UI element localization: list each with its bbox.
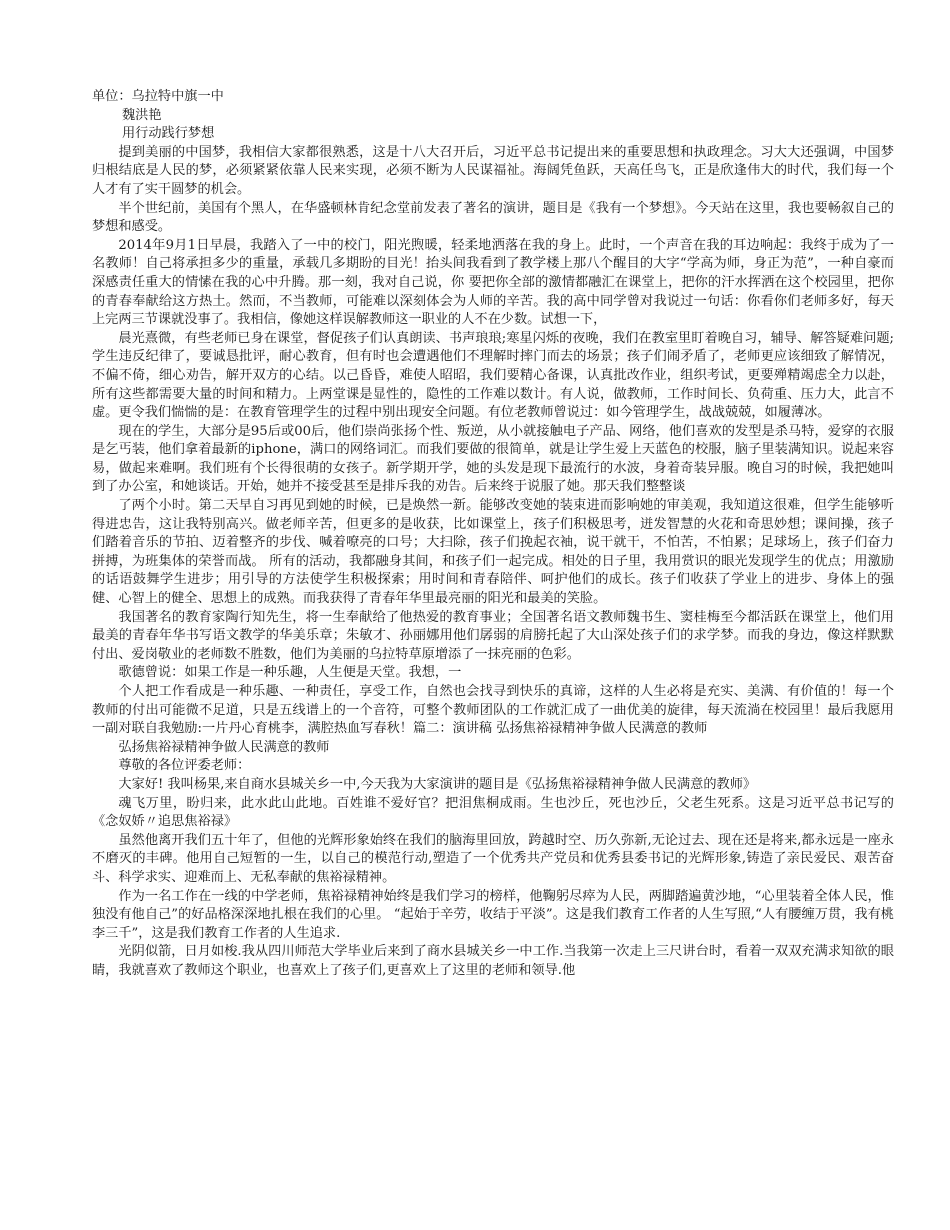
paragraph-students-today: 现在的学生，大部分是95后或00后，他们崇尚张扬个性、叛逆，从小就接触电子产品、网络，他们喜欢的发型是杀马特，爱穿的衣服是乞丐装，他们拿着最新的iphone，满口的网络词汇。而我们要做的很简单，就是让学生爱上天蓝色的校服，脑子里装满知识。说起来容易，做起来难啊。我们班有个长得很萌的女孩子。新学期开学，她的头发是现下最流行的水波，身着奇装异服。晚自习的时候，我把她叫到了办公室，和她谈话。开始，她并不接受甚至是排斥我的劝告。后来终于说服了她。那天我们整整谈 <box>92 423 894 495</box>
paragraph-poem: 魂飞万里，盼归来，此水此山此地。百姓谁不爱好官？把泪焦桐成雨。生也沙丘，死也沙丘，父老生死系。这是习近平总书记写的《念奴娇〃追思焦裕禄》 <box>92 795 894 830</box>
paragraph-goethe: 歌德曾说：如果工作是一种乐趣，人生便是天堂。我想，一 <box>118 665 462 681</box>
paragraph-two-hours: 了两个小时。第二天早自习再见到她的时候，已是焕然一新。能够改变她的装束进而影响她的审美观，我知道这很难，但学生能够听得进忠告，这让我特别高兴。做老师辛苦，但更多的是收获，比如课堂上，孩子们积极思考，迸发智慧的火花和奇思妙想；课间操，孩子们踏着音乐的节拍、迈着整齐的步伐、喊着嘹亮的口号；大扫除，孩子们挽起衣袖，说干就干，不怕苦，不怕累；足球场上，孩子们奋力拼搏，为班集体的荣誉而战。 所有的活动，我都融身其间，和孩子们一起完成。相处的日子里，我用赏识的眼光发现学生的优点；用激励的话语鼓舞学生进步；用引导的方法使学生积极探索；用时间和青春陪伴、呵护他们的成长。孩子们收获了学业上的进步、身体上的强健、心智上的健全、思想上的成熟。而我获得了青春年华里最亮丽的阳光和最美的笑脸。 <box>92 498 894 607</box>
paragraph-i-have-a-dream: 半个世纪前，美国有个黑人，在华盛顿林肯纪念堂前发表了著名的演讲，题目是《我有一个梦想》。今天站在这里，我也要畅叙自己的梦想和感受。 <box>92 200 894 235</box>
speech-title: 用行动践行梦想 <box>122 126 215 142</box>
paragraph-work-as-joy: 个人把工作看成是一种乐趣、一种责任，享受工作，自然也会找寻到快乐的真谛，这样的人生必将是充实、美满、有价值的！每一个教师的付出可能微不足道，只是五线谱上的一个音符，可整个教师团队的工作就汇成了一曲优美的旋律，每天流淌在校园里！最后我愿用一副对联自我勉励:一片丹心育桃李，满腔热血写春秋！篇二：演讲稿 弘扬焦裕禄精神争做人民满意的教师 <box>92 684 894 737</box>
paragraph-chinese-dream: 提到美丽的中国梦，我相信大家都很熟悉，这是十八大召开后，习近平总书记提出来的重要思想和执政理念。习大大还强调，中国梦归根结底是人民的梦，必须紧紧依靠人民来实现，必须不断为人民谋福祉。海阔凭鱼跃，天高任鸟飞，正是欣逢伟大的时代，我们每一个人才有了实干圆梦的机会。 <box>92 144 894 197</box>
paragraph-time-flies: 光阴似箭，日月如梭.我从四川师范大学毕业后来到了商水县城关乡一中工作.当我第一次走上三尺讲台时，看着一双双充满求知欲的眼睛，我就喜欢了教师这个职业，也喜欢上了孩子们,更喜欢上了这里的老师和领导.他 <box>92 944 894 978</box>
unit-line: 单位：乌拉特中旗一中 <box>92 89 224 104</box>
paragraph-famous-educators: 我国著名的教育家陶行知先生，将一生奉献给了他热爱的教育事业；全国著名语文教师魏书生、窦桂梅至今都活跃在课堂上，他们用最美的青春年华书写语文教学的华美乐章；朱敏才、孙丽娜用他们孱弱的肩膀托起了大山深处孩子们的求学梦。而我的身边，像这样默默付出、爱岗敬业的老师数不胜数，他们为美丽的乌拉特草原增添了一抹亮丽的色彩。 <box>92 609 894 662</box>
author-name: 魏洪艳 <box>122 107 162 123</box>
paragraph-teacher-work: 晨光熹微，有些老师已身在课堂，督促孩子们认真朗读、书声琅琅;寒星闪烁的夜晚，我们在教室里盯着晚自习，辅导、解答疑难问题;学生违反纪律了，要诚恳批评，耐心教育，但有时也会遭遇他们不理解时摔门而去的场景；孩子们闹矛盾了，老师更应该细致了解情况，不偏不倚，细心劝告，解开双方的心结。以己昏昏，难使人昭昭，我们要精心备课，认真批改作业，组织考试，更要殚精竭虑全力以赴，所有这些都需要大量的时间和精力。上两堂课是显性的，隐性的工作难以数计。有人说，做教师，工作时间长、负荷重、压力大，此言不虚。更令我们惴惴的是：在教育管理学生的过程中别出现安全问题。有位老教师曾说过：如今管理学生，战战兢兢，如履薄冰。 <box>92 330 894 421</box>
paragraph-greeting: 大家好! 我叫杨果,来自商水县城关乡一中,今天我为大家演讲的题目是《弘扬焦裕禄精神争做人民满意的教师》 <box>118 776 757 792</box>
second-speech-title: 弘扬焦裕禄精神争做人民满意的教师 <box>118 739 330 755</box>
paragraph-first-day: 2014年9月1日早晨，我踏入了一中的校门，阳光煦暖，轻柔地洒落在我的身上。此时，一个声音在我的耳边响起：我终于成为了一名教师！自己将承担多少的重量，承载几多期盼的目光！抬头间我看到了教学楼上那八个醒目的大字“学高为师，身正为范”，一种自豪而深感责任重大的情愫在我的心中升腾。那一刻，我对自己说，你 要把你全部的激情都融汇在课堂上，把你的汗水挥洒在这个校园里，把你的青春奉献给这方热土。然而，不当教师，可能难以深刻体会为人师的辛苦。我的高中同学曾对我说过一句话：你看你们老师多好，每天上完两三节课就没事了。我相信，像她这样误解教师这一职业的人不在少数。试想一下， <box>92 237 894 328</box>
salutation: 尊敬的各位评委老师： <box>118 758 251 774</box>
paragraph-role-model: 作为一名工作在一线的中学老师，焦裕禄精神始终是我们学习的榜样，他鞠躬尽瘁为人民，两脚踏遍黄沙地，“心里装着全体人民，惟独没有他自己”的好品格深深地扎根在我们的心里。 “起始于辛劳，收结于平淡”。这是我们教育工作者的人生写照,“人有腰缠万贯，我有桃李三千”，这是我们教育工作者的人生追求. <box>92 888 894 941</box>
paragraph-jiao-yulu: 虽然他离开我们五十年了，但他的光辉形象始终在我们的脑海里回放，跨越时空、历久弥新,无论过去、现在还是将来,都永远是一座永不磨灭的丰碑。他用自己短暂的一生，以自己的模范行动,塑造了一个优秀共产党员和优秀县委书记的光辉形象,铸造了亲民爱民、艰苦奋斗、科学求实、迎难而上、无私奉献的焦裕禄精神。 <box>92 832 894 885</box>
